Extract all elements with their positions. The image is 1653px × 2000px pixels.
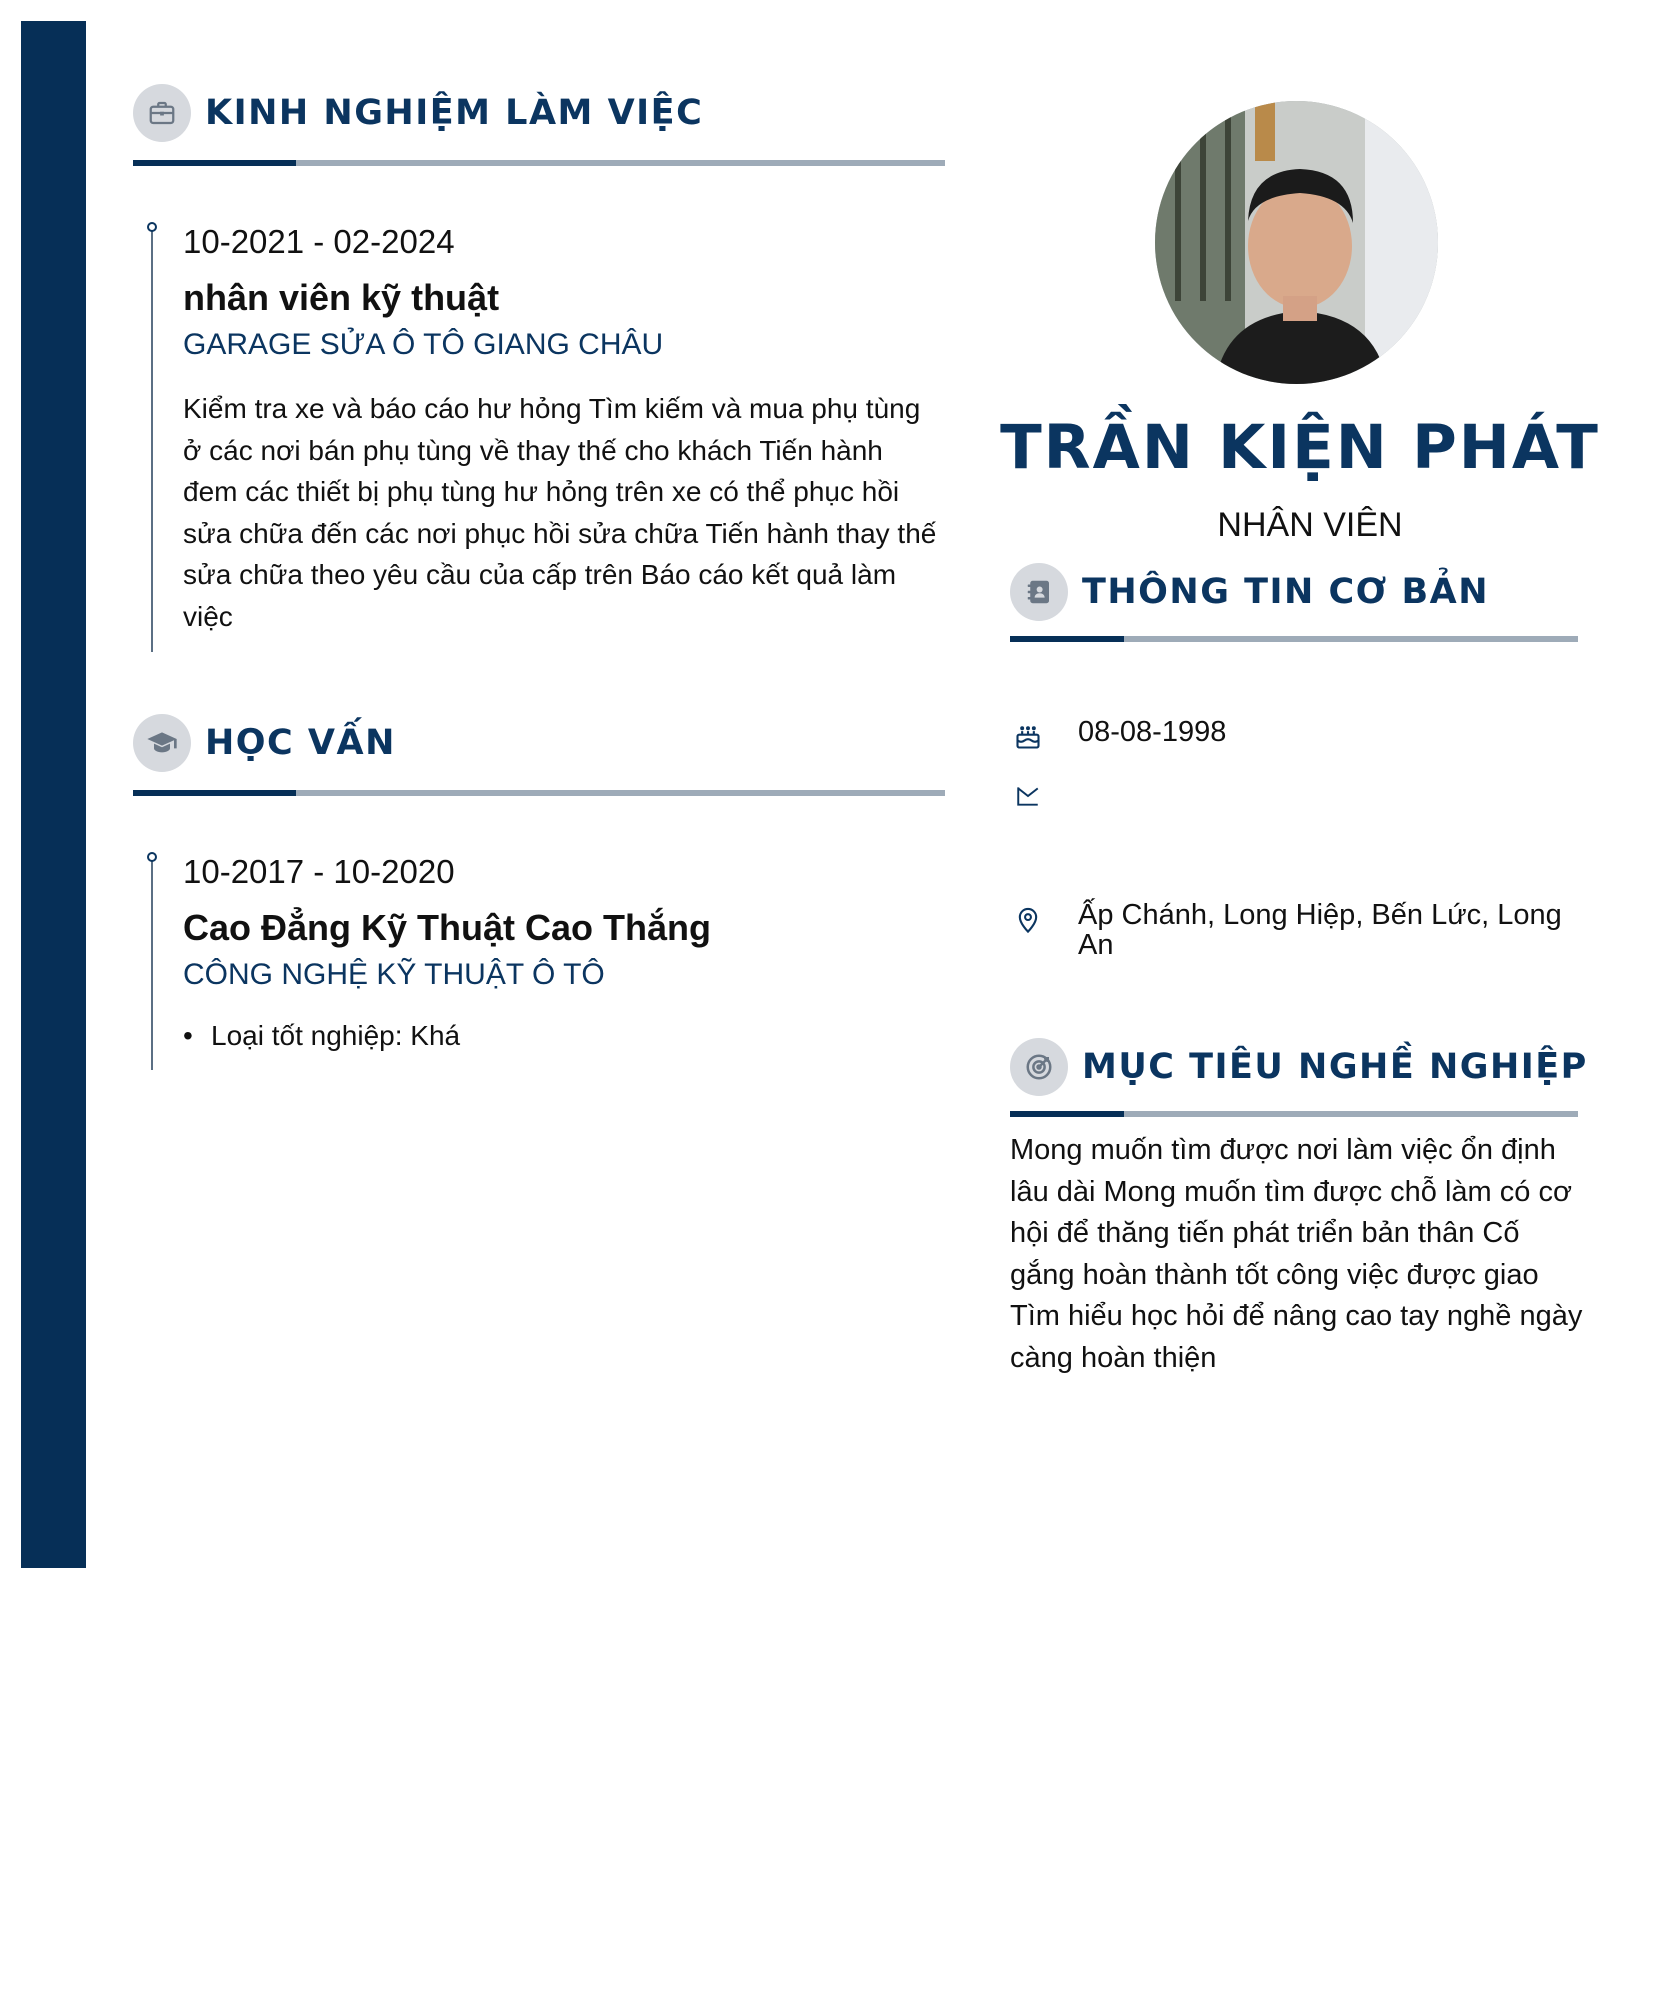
email-row: [1010, 776, 1598, 814]
education-item: [151, 852, 951, 1070]
experience-company: GARAGE SỬA Ô TÔ GIANG CHÂU: [183, 328, 664, 361]
location-pin-icon: [1010, 902, 1046, 938]
experience-date: 10-2021 - 02-2024: [183, 223, 455, 260]
basic-info-title: THÔNG TIN CƠ BẢN: [1082, 572, 1490, 612]
career-goal-text: Mong muốn tìm được nơi làm việc ổn định lâu dài Mong muốn tìm được chỗ làm có cơ hội để thăng tiến phát triển bản thân Cố gắng hoàn thành tốt công việc được giao Tìm hiểu học hỏi để nâng cao tay nghề ngày càng hoàn thiện: [1010, 1134, 1583, 1374]
experience-rule: [133, 160, 945, 166]
graduation-cap-icon: [133, 714, 191, 772]
email-icon: [1010, 778, 1046, 814]
education-section-header: [133, 714, 396, 772]
career-goal-section-header: [1010, 1038, 1588, 1096]
target-icon: [1010, 1038, 1068, 1096]
candidate-name: TRẦN KIỆN PHÁT: [1000, 412, 1600, 483]
basic-info-section-header: [1010, 563, 1489, 621]
candidate-position: NHÂN VIÊN: [1217, 506, 1403, 544]
basic-info-rule: [1010, 636, 1578, 642]
experience-description: Kiểm tra xe và báo cáo hư hỏng Tìm kiếm và mua phụ tùng ở các nơi bán phụ tùng về thay thế cho khách Tiến hành đem các thiết bị phụ tùng hư hỏng trên xe có thể phục hồi sửa chữa đến các nơi phục hồi sửa chữa Tiến hành thay thế sửa chữa theo yêu cầu của cấp trên Báo cáo kết quả làm việc: [183, 393, 937, 632]
address-row: [1010, 900, 1578, 960]
education-bullet: • Loại tốt nghiệp: Khá: [183, 1016, 951, 1056]
experience-section-header: [133, 84, 703, 142]
contact-card-icon: [1010, 563, 1068, 621]
education-rule: [133, 790, 945, 796]
birthday-value: 08-08-1998: [1078, 716, 1227, 748]
education-date: 10-2017 - 10-2020: [183, 853, 455, 890]
experience-title: KINH NGHIỆM LÀM VIỆC: [205, 93, 704, 133]
left-accent-bar: [21, 21, 86, 1568]
education-major: CÔNG NGHỆ KỸ THUẬT Ô TÔ: [183, 958, 605, 991]
education-school: Cao Đẳng Kỹ Thuật Cao Thắng: [183, 907, 712, 948]
experience-role: nhân viên kỹ thuật: [183, 277, 500, 318]
profile-photo: [1155, 101, 1438, 384]
career-goal-rule: [1010, 1111, 1578, 1117]
experience-item: [151, 222, 951, 652]
address-value: Ấp Chánh, Long Hiệp, Bến Lức, Long An: [1078, 899, 1562, 961]
education-title: HỌC VẤN: [205, 723, 396, 763]
timeline-dot: [147, 222, 157, 232]
birthday-cake-icon: [1010, 719, 1046, 755]
career-goal-title: MỤC TIÊU NGHỀ NGHIỆP: [1082, 1047, 1588, 1087]
birthday-row: [1010, 717, 1598, 755]
briefcase-icon: [133, 84, 191, 142]
timeline-dot: [147, 852, 157, 862]
